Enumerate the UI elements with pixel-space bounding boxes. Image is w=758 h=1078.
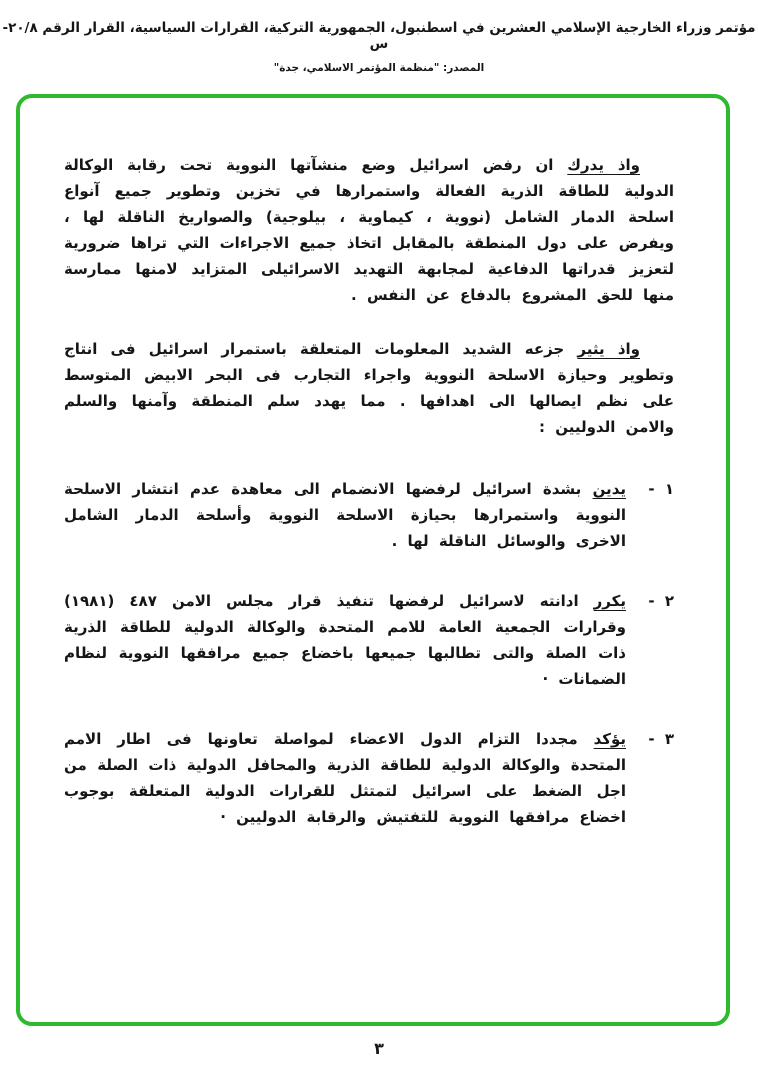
document-title: مؤتمر وزراء الخارجية الإسلامي العشرين في اسطنبول، الجمهورية التركية، القرارات السياسية، القرار الرقم ٢٠/٨-س (2, 20, 756, 52)
item-text (64, 476, 626, 554)
paragraph-preamble-2 (64, 336, 674, 440)
page-number: ٣ (374, 1039, 384, 1058)
green-border-frame (16, 94, 730, 1026)
paragraph-lead: واذ يدرك (567, 156, 640, 174)
item-text (64, 726, 626, 830)
list-item-2 (64, 588, 674, 692)
list-item-3 (64, 726, 674, 830)
item-number: ٣ - (648, 730, 674, 748)
item-text (64, 588, 626, 692)
list-item-1 (64, 476, 674, 554)
item-body-text: بشدة اسرائيل لرفضها الانضمام الى معاهدة عدم انتشار الاسلحة النووية واستمرارها بحيازة الاسلحة النووية وأسلحة الدمار الشامل الاخرى والوسائل الناقلة لها . (64, 480, 626, 550)
item-body-text: مجددا التزام الدول الاعضاء لمواصلة تعاونها فى اطار الامم المتحدة والوكالة الدولية للطاقة الذرية والمحافل الدولية ذات الصلة من اجل الضغط على اسرائيل لتمتثل للقرارات الدولية المتعلقة بوجوب اخضاع مرافقها النووية للتفتيش والرقابة الدوليين · (64, 730, 626, 826)
item-body-text: ادانته لاسرائيل لرفضها تنفيذ قرار مجلس الامن ٤٨٧ (١٩٨١) وقرارات الجمعية العامة للامم المتحدة والوكالة الدولية للطاقة الذرية ذات الصلة والتى تطالبها جميعها باخضاع جميع مرافقها النووية لنظام الضمانات · (64, 592, 626, 688)
item-number: ١ - (648, 480, 674, 498)
item-lead: يؤكد (593, 730, 626, 748)
document-header (0, 0, 758, 74)
item-lead: يكرر (593, 592, 626, 610)
item-lead: يدين (592, 480, 626, 498)
numbered-list (64, 476, 674, 830)
document-body (20, 98, 726, 830)
document-source: المصدر: "منظمة المؤتمر الاسلامي، جدة" (273, 62, 485, 74)
paragraph-text: ان رفض اسرائيل وضع منشآتها النووية تحت رقابة الوكالة الدولية للطاقة الذرية الفعالة واستمرارها في تخزين وتطوير جميع آنواع اسلحة الدمار الشامل (نووية ، كيماوية ، بيلوجية) والصواريخ الناقلة لها ، ويفرض على دول المنطقة بالمقابل اتخاذ جميع الاجراءات التي تراها ضرورية لتعزيز قدراتها الدفاعية لمجابهة التهديد الاسرائيلى المتزايد لامنها ممارسة منها للحق المشروع بالدفاع عن النفس . (64, 156, 674, 304)
item-number: ٢ - (648, 592, 674, 610)
paragraph-lead: واذ يثير (577, 340, 640, 358)
paragraph-preamble-1 (64, 152, 674, 308)
paragraph-text: جزعه الشديد المعلومات المتعلقة باستمرار اسرائيل فى انتاج وتطوير وحيازة الاسلحة النووية واجراء التجارب فى البحر الابيض المتوسط على نظم ايصالها الى اهدافها . مما يهدد سلم المنطقة وآمنها والسلم والامن الدوليين : (64, 340, 674, 436)
